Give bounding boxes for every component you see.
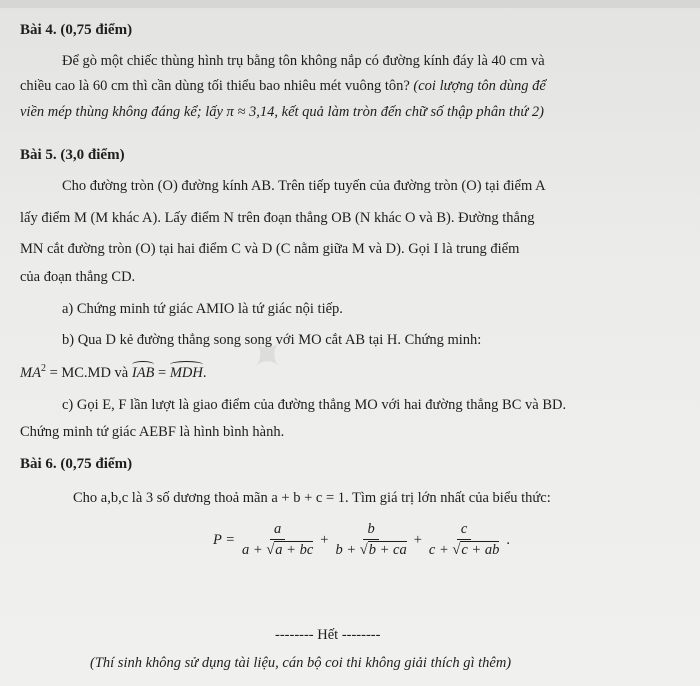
bai5-part-a: a) Chứng minh tứ giác AMIO là tứ giác nội tiếp. — [62, 301, 343, 317]
bai4-line2-text: chiều cao là 60 cm thì cần dùng tối thiểu bao nhiêu mét vuông tôn? — [20, 78, 414, 94]
fraction-a-den-term: a + — [242, 542, 267, 558]
watermark: ✦ — [237, 324, 300, 387]
bai5-line2: lấy điểm M (M khác A). Lấy điểm N trên đoạn thẳng OB (N khác O và B). Đường thẳng — [20, 210, 535, 226]
plus-2: + — [413, 531, 422, 548]
fraction-b-numerator: b — [363, 520, 378, 540]
bai6-line1: Cho a,b,c là 3 số dương thoả mãn a + b + c = 1. Tìm giá trị lớn nhất của biểu thức: — [73, 490, 551, 506]
fraction-b-denominator: b + √b + ca — [335, 542, 407, 558]
fraction-b-den-term: b + — [335, 542, 360, 558]
bai5-part-c1: c) Gọi E, F lần lượt là giao điểm của đường thẳng MO với hai đường thẳng BC và BD. — [62, 397, 567, 413]
ma-exponent: 2 — [40, 363, 46, 374]
ma-symbol: MA — [20, 364, 41, 381]
bai5-part-c2: Chứng minh tứ giác AEBF là hình bình hành. — [20, 424, 285, 440]
fraction-a-numerator: a — [270, 520, 285, 540]
fraction-b-radicand: b + ca — [368, 542, 407, 558]
fraction-a-radicand: a + bc — [275, 542, 314, 558]
bai6-title: Bài 6. (0,75 điểm) — [20, 456, 133, 472]
fraction-a-denominator: a + √a + bc — [242, 542, 314, 558]
end-marker: -------- Hết -------- — [275, 627, 381, 643]
bai5-part-b1: b) Qua D kẻ đường thẳng song song với MO cắt AB tại H. Chứng minh: — [62, 332, 482, 348]
fraction-b — [331, 520, 410, 559]
bai4-line2 — [20, 77, 546, 95]
fraction-c-radicand: c + ab — [461, 542, 500, 558]
bai4-line3: viền mép thùng không đáng kể; lấy π ≈ 3,14, kết quả làm tròn đến chữ số thập phân thứ 2) — [20, 104, 544, 120]
page-top-edge — [0, 0, 700, 8]
arc-mdh: MDH — [169, 364, 203, 381]
bai4-line2-italic: (coi lượng tôn dùng để — [413, 78, 546, 94]
bai5-part-b2 — [20, 360, 207, 382]
formula-end: . — [506, 531, 510, 548]
bai5-line4: của đoạn thẳng CD. — [20, 269, 136, 285]
bai6-formula — [213, 520, 510, 559]
fraction-c-denominator: c + √c + ab — [428, 542, 500, 558]
plus-1: + — [320, 531, 329, 548]
bai4-line1: Để gò một chiếc thùng hình trụ bằng tôn không nắp có đường kính đáy là 40 cm và — [62, 53, 545, 69]
bai5-line3: MN cắt đường tròn (O) tại hai điểm C và D (C nằm giữa M và D). Gọi I là trung điểm — [20, 241, 520, 257]
fraction-a — [238, 520, 317, 559]
arc-iab: IAB — [131, 364, 155, 381]
footer-note: (Thí sinh không sử dụng tài liệu, cán bộ coi thi không giải thích gì thêm) — [90, 655, 512, 671]
bai5-title: Bài 5. (3,0 điểm) — [20, 147, 125, 163]
fraction-c — [425, 520, 503, 559]
b2-end: . — [202, 364, 207, 381]
fraction-c-den-term: c + — [428, 542, 453, 558]
b2-text: = MC.MD và — [45, 364, 132, 381]
formula-p: P = — [213, 531, 236, 548]
bai4-title: Bài 4. (0,75 điểm) — [20, 22, 133, 38]
fraction-c-numerator: c — [457, 520, 471, 540]
bai5-line1: Cho đường tròn (O) đường kính AB. Trên tiếp tuyến của đường tròn (O) tại điểm A — [62, 178, 546, 194]
b2-equals: = — [154, 364, 170, 381]
